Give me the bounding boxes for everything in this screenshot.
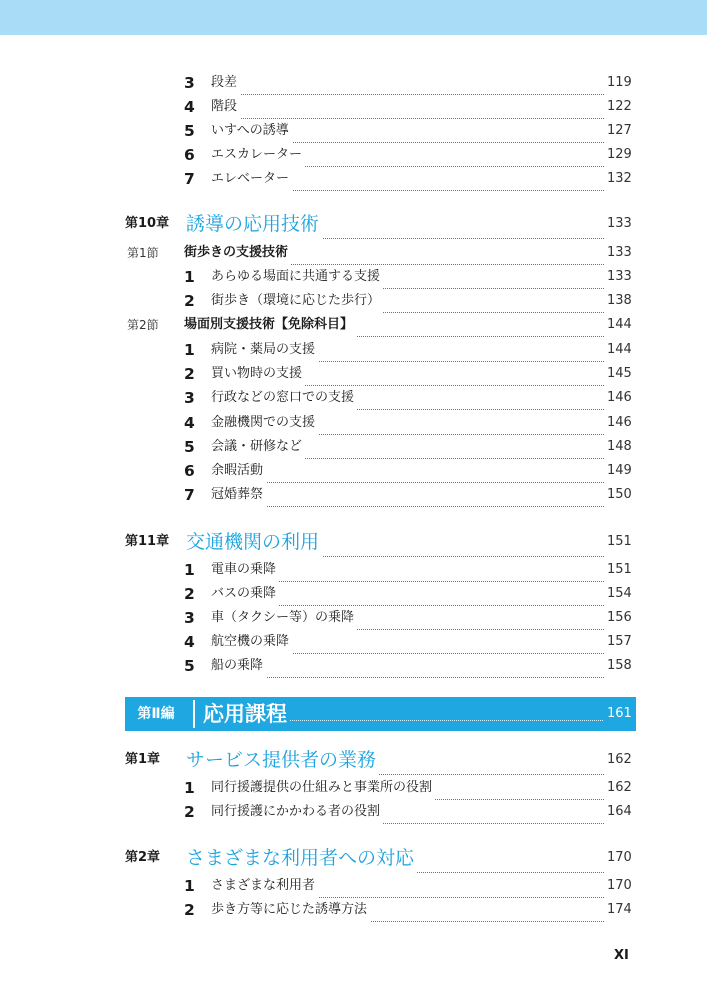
- item-number: 5: [184, 438, 195, 456]
- toc-item[interactable]: [0, 582, 707, 606]
- section-label: 第1節: [127, 246, 159, 260]
- part-heading-band[interactable]: [125, 697, 636, 731]
- toc-item[interactable]: [0, 874, 707, 898]
- item-number: 2: [184, 585, 195, 603]
- page-number: 148: [607, 439, 632, 454]
- header-band: [0, 0, 707, 35]
- toc-item[interactable]: [0, 630, 707, 654]
- toc-item[interactable]: [0, 338, 707, 362]
- page-number: 151: [607, 562, 632, 577]
- page-number: 149: [607, 463, 632, 478]
- item-number: 3: [184, 609, 195, 627]
- page-number: 133: [607, 269, 632, 284]
- section-title: 場面別支援技術【免除科目】: [184, 313, 356, 337]
- item-title: エレベーター: [211, 167, 292, 191]
- item-title: 歩き方等に応じた誘導方法: [211, 898, 370, 922]
- part-divider: [193, 700, 195, 728]
- page-number: 132: [607, 171, 632, 186]
- chapter-title: 交通機関の利用: [186, 527, 322, 557]
- item-number: 7: [184, 486, 195, 504]
- page-number: 157: [607, 634, 632, 649]
- page-number: 170: [607, 850, 632, 865]
- page-number: 144: [607, 342, 632, 357]
- item-title: 電車の乗降: [211, 558, 279, 582]
- item-title: 病院・薬局の支援: [211, 338, 318, 362]
- section-title: 街歩きの支援技術: [184, 241, 291, 265]
- chapter-label: 第10章: [125, 216, 170, 231]
- item-title: 街歩き（環境に応じた歩行）: [211, 289, 383, 313]
- item-title: 同行援護にかかわる者の役割: [211, 800, 383, 824]
- item-number: 6: [184, 146, 195, 164]
- page-number: 122: [607, 99, 632, 114]
- item-number: 4: [184, 633, 195, 651]
- toc-item[interactable]: [0, 483, 707, 507]
- item-title: 余暇活動: [211, 459, 266, 483]
- item-title: 段差: [211, 71, 240, 95]
- chapter-heading[interactable]: [0, 745, 707, 775]
- page-number: 158: [607, 658, 632, 673]
- page-number: 138: [607, 293, 632, 308]
- chapter-heading[interactable]: [0, 527, 707, 557]
- item-number: 5: [184, 657, 195, 675]
- chapter-title: さまざまな利用者への対応: [186, 843, 417, 873]
- item-title: 金融機関での支援: [211, 411, 318, 435]
- toc-item[interactable]: [0, 800, 707, 824]
- page-number: 161: [607, 706, 632, 721]
- page-number: 119: [607, 75, 632, 90]
- page-number: 162: [607, 780, 632, 795]
- item-title: 行政などの窓口での支援: [211, 386, 357, 410]
- toc-item[interactable]: [0, 71, 707, 95]
- toc-item[interactable]: [0, 386, 707, 410]
- chapter-label: 第11章: [125, 534, 170, 549]
- toc-item[interactable]: [0, 265, 707, 289]
- item-title: 船の乗降: [211, 654, 266, 678]
- item-number: 2: [184, 292, 195, 310]
- item-number: 5: [184, 122, 195, 140]
- dot-leader: [211, 654, 604, 678]
- item-title: 車（タクシー等）の乗降: [211, 606, 357, 630]
- item-title: さまざまな利用者: [211, 874, 318, 898]
- item-title: エスカレーター: [211, 143, 305, 167]
- item-number: 3: [184, 74, 195, 92]
- item-number: 1: [184, 779, 195, 797]
- page-number: 146: [607, 415, 632, 430]
- item-title: 同行援護提供の仕組みと事業所の役割: [211, 776, 435, 800]
- toc-item[interactable]: [0, 435, 707, 459]
- chapter-title: 誘導の応用技術: [186, 209, 322, 239]
- item-number: 4: [184, 98, 195, 116]
- item-title: 航空機の乗降: [211, 630, 292, 654]
- chapter-heading[interactable]: [0, 843, 707, 873]
- item-number: 1: [184, 561, 195, 579]
- item-number: 2: [184, 365, 195, 383]
- item-title: あらゆる場面に共通する支援: [211, 265, 383, 289]
- part-label: 第Ⅱ編: [137, 706, 175, 722]
- chapter-title: サービス提供者の業務: [186, 745, 379, 775]
- page-number: 154: [607, 586, 632, 601]
- item-title: いすへの誘導: [211, 119, 292, 143]
- page-number: 151: [607, 534, 632, 549]
- page-number: 164: [607, 804, 632, 819]
- toc-item[interactable]: [0, 558, 707, 582]
- dot-leader: [211, 483, 604, 507]
- chapter-label: 第1章: [125, 752, 161, 767]
- toc-item[interactable]: [0, 654, 707, 678]
- item-number: 1: [184, 268, 195, 286]
- item-title: バスの乗降: [211, 582, 279, 606]
- toc-item[interactable]: [0, 776, 707, 800]
- page-number: 133: [607, 216, 632, 231]
- toc-item[interactable]: [0, 411, 707, 435]
- section-label: 第2節: [127, 318, 159, 332]
- dot-leader: [211, 71, 604, 95]
- item-number: 7: [184, 170, 195, 188]
- dot-leader: [211, 95, 604, 119]
- toc-item[interactable]: [0, 898, 707, 922]
- item-number: 6: [184, 462, 195, 480]
- toc-item[interactable]: [0, 95, 707, 119]
- page-number: 150: [607, 487, 632, 502]
- toc-item[interactable]: [0, 167, 707, 191]
- chapter-label: 第2章: [125, 850, 161, 865]
- toc-item[interactable]: [0, 606, 707, 630]
- page-number: 162: [607, 752, 632, 767]
- toc-item[interactable]: [0, 459, 707, 483]
- page-number: 146: [607, 390, 632, 405]
- item-title: 会議・研修など: [211, 435, 305, 459]
- item-number: 3: [184, 389, 195, 407]
- item-number: 1: [184, 341, 195, 359]
- part-title: 応用課程: [203, 697, 290, 731]
- page-number: 174: [607, 902, 632, 917]
- page-number: 129: [607, 147, 632, 162]
- toc-item[interactable]: [0, 143, 707, 167]
- section-heading[interactable]: [0, 313, 707, 337]
- page-folio: XI: [614, 948, 629, 963]
- page-number: 145: [607, 366, 632, 381]
- item-title: 買い物時の支援: [211, 362, 305, 386]
- page-number: 127: [607, 123, 632, 138]
- page-number: 133: [607, 245, 632, 260]
- item-number: 2: [184, 803, 195, 821]
- toc-item[interactable]: [0, 362, 707, 386]
- page-number: 170: [607, 878, 632, 893]
- item-number: 1: [184, 877, 195, 895]
- toc-item[interactable]: [0, 119, 707, 143]
- dot-leader: [211, 459, 604, 483]
- item-number: 4: [184, 414, 195, 432]
- item-title: 冠婚葬祭: [211, 483, 266, 507]
- page-number: 144: [607, 317, 632, 332]
- toc-item[interactable]: [0, 289, 707, 313]
- page-number: 156: [607, 610, 632, 625]
- chapter-heading[interactable]: [0, 209, 707, 239]
- item-number: 2: [184, 901, 195, 919]
- item-title: 階段: [211, 95, 240, 119]
- section-heading[interactable]: [0, 241, 707, 265]
